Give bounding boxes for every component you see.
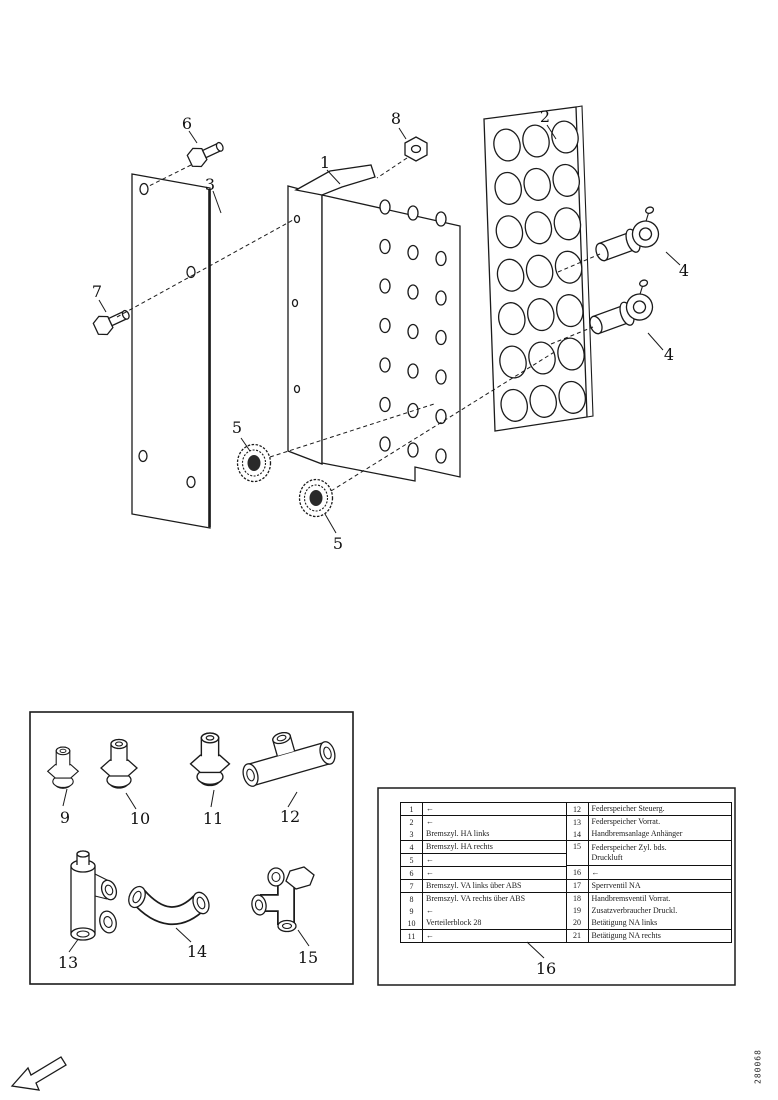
table-row (567, 905, 732, 917)
table-row (567, 880, 732, 893)
row-text: Sperrventil NA (591, 880, 641, 890)
row-number: 9 (401, 905, 423, 917)
row-text: Verteilerblock 28 (426, 918, 482, 927)
table-row (401, 854, 566, 867)
row-text: Handbremsventil Vorrat. (591, 893, 671, 903)
fitting-15 (250, 867, 314, 932)
table-row (401, 893, 566, 905)
row-number: 19 (567, 905, 589, 917)
fitting-12 (235, 720, 337, 788)
row-number: 13 (567, 816, 589, 828)
part-label-13: 13 (57, 953, 79, 972)
fitting-10 (101, 740, 137, 789)
table-row (567, 828, 732, 841)
row-text: ← (426, 906, 434, 915)
fitting-11 (191, 733, 230, 785)
nut-8 (405, 137, 427, 161)
row-text: Federspeicher Steuerg. (591, 804, 665, 814)
row-number: 3 (401, 828, 423, 840)
grommet-5-right (300, 480, 333, 517)
part-label-14: 14 (186, 942, 208, 961)
row-text: Bremszyl. HA rechts (426, 842, 493, 851)
fitting-9 (48, 747, 79, 788)
plate-3 (132, 174, 210, 528)
table-row (567, 893, 732, 905)
table-column-left (401, 803, 567, 942)
row-text: ← (426, 817, 434, 826)
part-label-5b: 5 (332, 534, 344, 553)
row-text: Betätigung NA links (591, 917, 658, 927)
part-label-16: 16 (535, 959, 557, 978)
row-number: 5 (401, 854, 423, 866)
table-row (401, 930, 566, 942)
valve-4-lower (582, 279, 659, 338)
part-label-5a: 5 (231, 418, 243, 437)
row-text: Bremszyl. VA rechts über ABS (426, 894, 526, 903)
fitting-14 (126, 884, 212, 916)
row-number: 11 (401, 930, 423, 942)
part-label-4a: 4 (678, 261, 690, 280)
row-number: 18 (567, 893, 589, 905)
row-text: ← (591, 867, 600, 877)
part-label-15: 15 (297, 948, 319, 967)
row-text: Zusatzverbraucher Druckl. (591, 905, 678, 915)
table-row (567, 816, 732, 828)
table-row (567, 866, 732, 879)
table-row (567, 917, 732, 930)
connection-table (400, 802, 732, 943)
table-row (401, 867, 566, 880)
row-text: Federspeicher Zyl. bds. Druckluft (591, 843, 667, 863)
row-text: ← (426, 804, 434, 813)
figure-number: 280068 (753, 1049, 763, 1084)
part-label-11: 11 (202, 809, 224, 828)
row-text: ← (426, 931, 434, 940)
table-column-right (567, 803, 732, 942)
table-row (401, 828, 566, 841)
row-number: 7 (401, 880, 423, 892)
screw-6 (186, 137, 227, 170)
row-text: ← (426, 868, 434, 877)
row-number: 16 (567, 866, 589, 878)
row-text: Handbremsanlage Anhänger (591, 829, 683, 839)
direction-arrow-icon (12, 1057, 66, 1090)
valve-4-upper (588, 206, 665, 265)
row-text: Bremszyl. HA links (426, 829, 490, 838)
table-row (401, 905, 566, 917)
table-row (401, 917, 566, 930)
part-label-7: 7 (91, 282, 103, 301)
row-number: 8 (401, 893, 423, 905)
row-text: Bremszyl. VA links über ABS (426, 881, 522, 890)
table-row (567, 803, 732, 816)
row-number: 15 (567, 841, 589, 865)
row-number: 2 (401, 816, 423, 828)
row-number: 17 (567, 880, 589, 892)
table-row (401, 841, 566, 854)
row-number: 12 (567, 803, 589, 815)
part-label-6: 6 (181, 114, 193, 133)
row-number: 4 (401, 841, 423, 853)
bracket-1 (288, 165, 460, 481)
table-row (401, 880, 566, 893)
table-row (567, 930, 732, 942)
row-number: 21 (567, 930, 589, 942)
table-row (401, 816, 566, 828)
table-row (567, 841, 732, 866)
part-label-1: 1 (319, 153, 331, 172)
row-text: Betätigung NA rechts (591, 930, 661, 940)
screw-7 (92, 305, 133, 338)
part-label-12: 12 (279, 807, 301, 826)
part-label-10: 10 (129, 809, 151, 828)
row-number: 20 (567, 917, 589, 929)
row-number: 6 (401, 867, 423, 879)
part-label-2: 2 (539, 107, 551, 126)
part-label-8: 8 (390, 109, 402, 128)
row-text: ← (426, 855, 434, 864)
part-label-4b: 4 (663, 345, 675, 364)
row-number: 14 (567, 828, 589, 840)
grommet-5-left (238, 445, 271, 482)
fitting-13 (71, 851, 119, 940)
table-row (401, 803, 566, 816)
part-label-9: 9 (59, 808, 71, 827)
part-label-3: 3 (204, 175, 216, 194)
row-number: 10 (401, 917, 423, 929)
grommet-plate-2 (484, 106, 593, 431)
row-number: 1 (401, 803, 423, 815)
row-text: Federspeicher Vorrat. (591, 817, 661, 827)
